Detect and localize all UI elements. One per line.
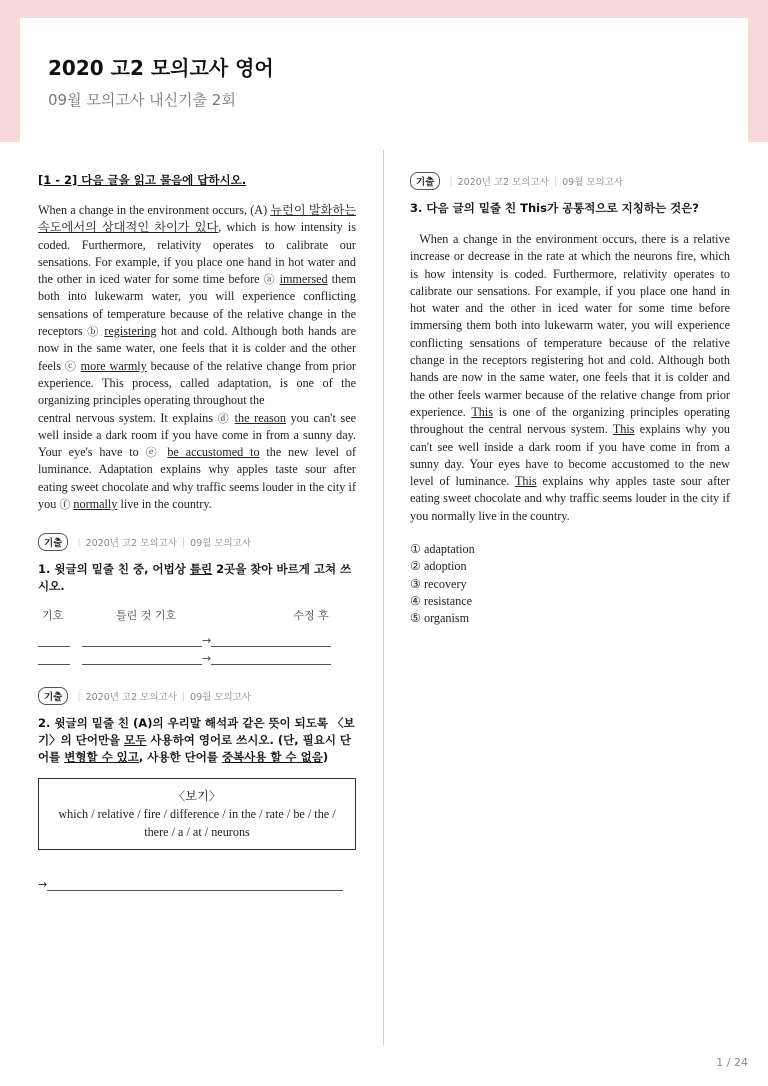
arrow: → xyxy=(38,878,48,892)
word-bank-box xyxy=(38,778,356,850)
question-text: 1. 윗글의 밑줄 친 중, 어법상 xyxy=(38,562,190,577)
question-underlined: 틀린 xyxy=(189,562,213,577)
choice-4[interactable]: ④ resistance xyxy=(410,593,473,608)
answer-choices xyxy=(410,541,730,627)
underlined-the-reason: the reason xyxy=(234,410,286,425)
passage-text: When a change in the environment occurs, (A) xyxy=(38,203,271,217)
question-text: ) xyxy=(322,750,329,765)
answer-header xyxy=(38,607,356,623)
marker-a: ⓐ xyxy=(263,273,276,287)
passage-paragraph-2 xyxy=(38,410,356,514)
q3-source xyxy=(410,172,730,190)
passage-paragraph xyxy=(410,231,734,525)
source-month: 09월 모의고사 xyxy=(190,538,252,550)
passage-text: live in the country. xyxy=(117,497,212,512)
question-3: 3. 다음 글의 밑줄 친 This가 공통적으로 지칭하는 것은? xyxy=(410,201,699,215)
arrow: → xyxy=(202,634,212,648)
question-underlined: 중복사용 할 수 없음 xyxy=(221,750,323,765)
separator: | xyxy=(553,175,558,187)
symbol-blank[interactable] xyxy=(38,634,70,647)
col-label-correction: 수정 후 xyxy=(293,609,329,623)
marker-e: ⓔ xyxy=(145,446,161,460)
choice-5[interactable]: ⑤ organism xyxy=(410,611,470,626)
underlined-this-3: This xyxy=(514,474,537,489)
choice-3[interactable]: ③ recovery xyxy=(410,576,467,591)
passage-paragraph-1 xyxy=(38,202,356,410)
question-text: 2. 윗글의 밑줄 친 (A)의 우리말 해석과 같은 뜻이 되도록 〈보기〉의 단어만을 xyxy=(38,716,355,748)
question-text: 사용하여 영어로 쓰시오. (단, 필요시 단어를 xyxy=(38,733,352,765)
choice-2[interactable]: ② adoption xyxy=(410,559,467,574)
header-card xyxy=(20,18,748,142)
underlined-this-1: This xyxy=(471,404,494,419)
source-badge: 기출 xyxy=(38,533,68,551)
underlined-a-korean: 뉴런이 발화하는 속도에서의 상대적인 차이가 있다 xyxy=(38,203,356,235)
question-underlined: 변형할 수 있고 xyxy=(64,750,139,765)
arrow: → xyxy=(202,652,212,666)
page-number: 1 / 24 xyxy=(716,1056,748,1069)
source-month: 09월 모의고사 xyxy=(562,177,624,188)
passage-right xyxy=(410,231,734,525)
page-subtitle: 09월 모의고사 내신기출 2회 xyxy=(48,91,236,109)
underlined-normally: normally xyxy=(73,497,118,512)
underlined-registering: registering xyxy=(104,324,157,339)
source-badge: 기출 xyxy=(410,172,440,190)
answer-blank[interactable] xyxy=(47,878,343,891)
question-1 xyxy=(38,561,356,595)
passage-text: hot and cold. Although both hands are now in the same water, one feels that it is colder and the other feels xyxy=(38,324,356,373)
word-bank-words: which / relative / fire / difference / in the / rate / be / the / there / a / at / neurons xyxy=(58,807,336,840)
q2-answer-line[interactable] xyxy=(38,878,356,891)
underlined-immersed: immersed xyxy=(279,272,328,287)
underlined-be-accustomed-to: be accustomed to xyxy=(167,445,260,460)
q2-source xyxy=(38,687,356,705)
separator: | xyxy=(181,536,186,548)
passage-text: you can't see well inside a dark room if you have come in from a sunny day. Your eye's have to xyxy=(38,410,357,460)
passage-text: the new level of luminance. Adaptation explains why apples taste sour after eating sweet chocolate and why traffic seems louder in the city if you xyxy=(38,445,357,512)
passage-text: central nervous system. It explains xyxy=(38,410,218,425)
source-year: 2020년 고2 모의고사 xyxy=(457,177,549,188)
passage-text: them both into lukewarm water, you will experience conflicting sensations of temperature because of the relative change in the receptors xyxy=(38,272,357,339)
wrong-blank[interactable] xyxy=(82,634,202,647)
passage-text: because of the relative change from prior experience. This process, called adaptation, is one of the organizing principles operating throughout the xyxy=(38,358,356,408)
marker-c: ⓒ xyxy=(64,359,77,373)
separator: | xyxy=(449,175,453,187)
page-title: 2020 고2 모의고사 영어 xyxy=(48,56,274,80)
answer-row[interactable] xyxy=(38,629,356,647)
separator: | xyxy=(77,536,81,548)
passage-text: , which is how intensity is coded. Furthermore, relativity operates to calibrate our sensations. For example, if you place one hand in hot water and the other in iced water for some time before xyxy=(38,220,356,287)
passage-text: explains why apples taste sour after eating sweet chocolate and why traffic seems louder in the city if you normally live in the country. xyxy=(410,474,734,523)
answer-row[interactable] xyxy=(38,647,356,665)
question-2 xyxy=(38,715,356,766)
source-year: 2020년 고2 모의고사 xyxy=(85,692,177,704)
marker-f: ⓕ xyxy=(59,498,71,512)
symbol-blank[interactable] xyxy=(38,652,70,665)
passage-text: explains why you can't see well inside a dark room if you have come in from a sunny day. Your eyes have to become accustomed to the new level of luminance. xyxy=(410,422,734,489)
separator: | xyxy=(77,690,81,702)
right-column xyxy=(410,172,734,628)
marker-d: ⓓ xyxy=(217,411,231,425)
choice-1[interactable]: ① adaptation xyxy=(410,542,475,557)
source-month: 09월 모의고사 xyxy=(190,692,252,704)
underlined-this-2: This xyxy=(612,422,635,437)
q1-source xyxy=(38,533,356,551)
source-year: 2020년 고2 모의고사 xyxy=(85,538,177,550)
passage-text: is one of the organizing principles operating throughout the central nervous system. xyxy=(410,404,734,437)
underlined-more-warmly: more warmly xyxy=(80,358,147,373)
marker-b: ⓑ xyxy=(87,325,100,339)
passage-text: When a change in the environment occurs, there is a relative increase or decrease in the rate at which the neurons fire, which is how intensity is coded. Furthermore, relativity operates to calibrate our sensations. For example, if you place one hand in hot water and the other in iced water for some time before immersing them both into lukewarm water, you will experience conflicting sensations of temperature because of the relative change in the receptors registering hot and cold. Although both hands are now in the same water, one feels that it is colder and the other feels warmer because of the relative change from prior experience. xyxy=(410,232,734,419)
separator: | xyxy=(181,690,186,702)
correction-blank[interactable] xyxy=(211,652,331,665)
question-text: , 사용한 단어를 xyxy=(138,750,222,765)
word-bank-title: 〈보기〉 xyxy=(173,789,221,804)
passage-left xyxy=(38,202,356,513)
column-divider xyxy=(383,150,384,1045)
col-label-wrong: 틀린 것 기호 xyxy=(116,609,177,623)
left-column xyxy=(38,172,356,891)
q1-answer-table xyxy=(38,607,356,665)
passage-instruction: [1 - 2] 다음 글을 읽고 물음에 답하시오. xyxy=(38,173,247,187)
source-badge: 기출 xyxy=(38,687,68,705)
col-label-symbol: 기호 xyxy=(42,609,64,623)
wrong-blank[interactable] xyxy=(82,652,202,665)
question-underlined: 모두 xyxy=(124,733,147,748)
correction-blank[interactable] xyxy=(211,634,331,647)
question-text: 2곳을 찾아 바르게 고쳐 쓰시오. xyxy=(38,562,352,594)
